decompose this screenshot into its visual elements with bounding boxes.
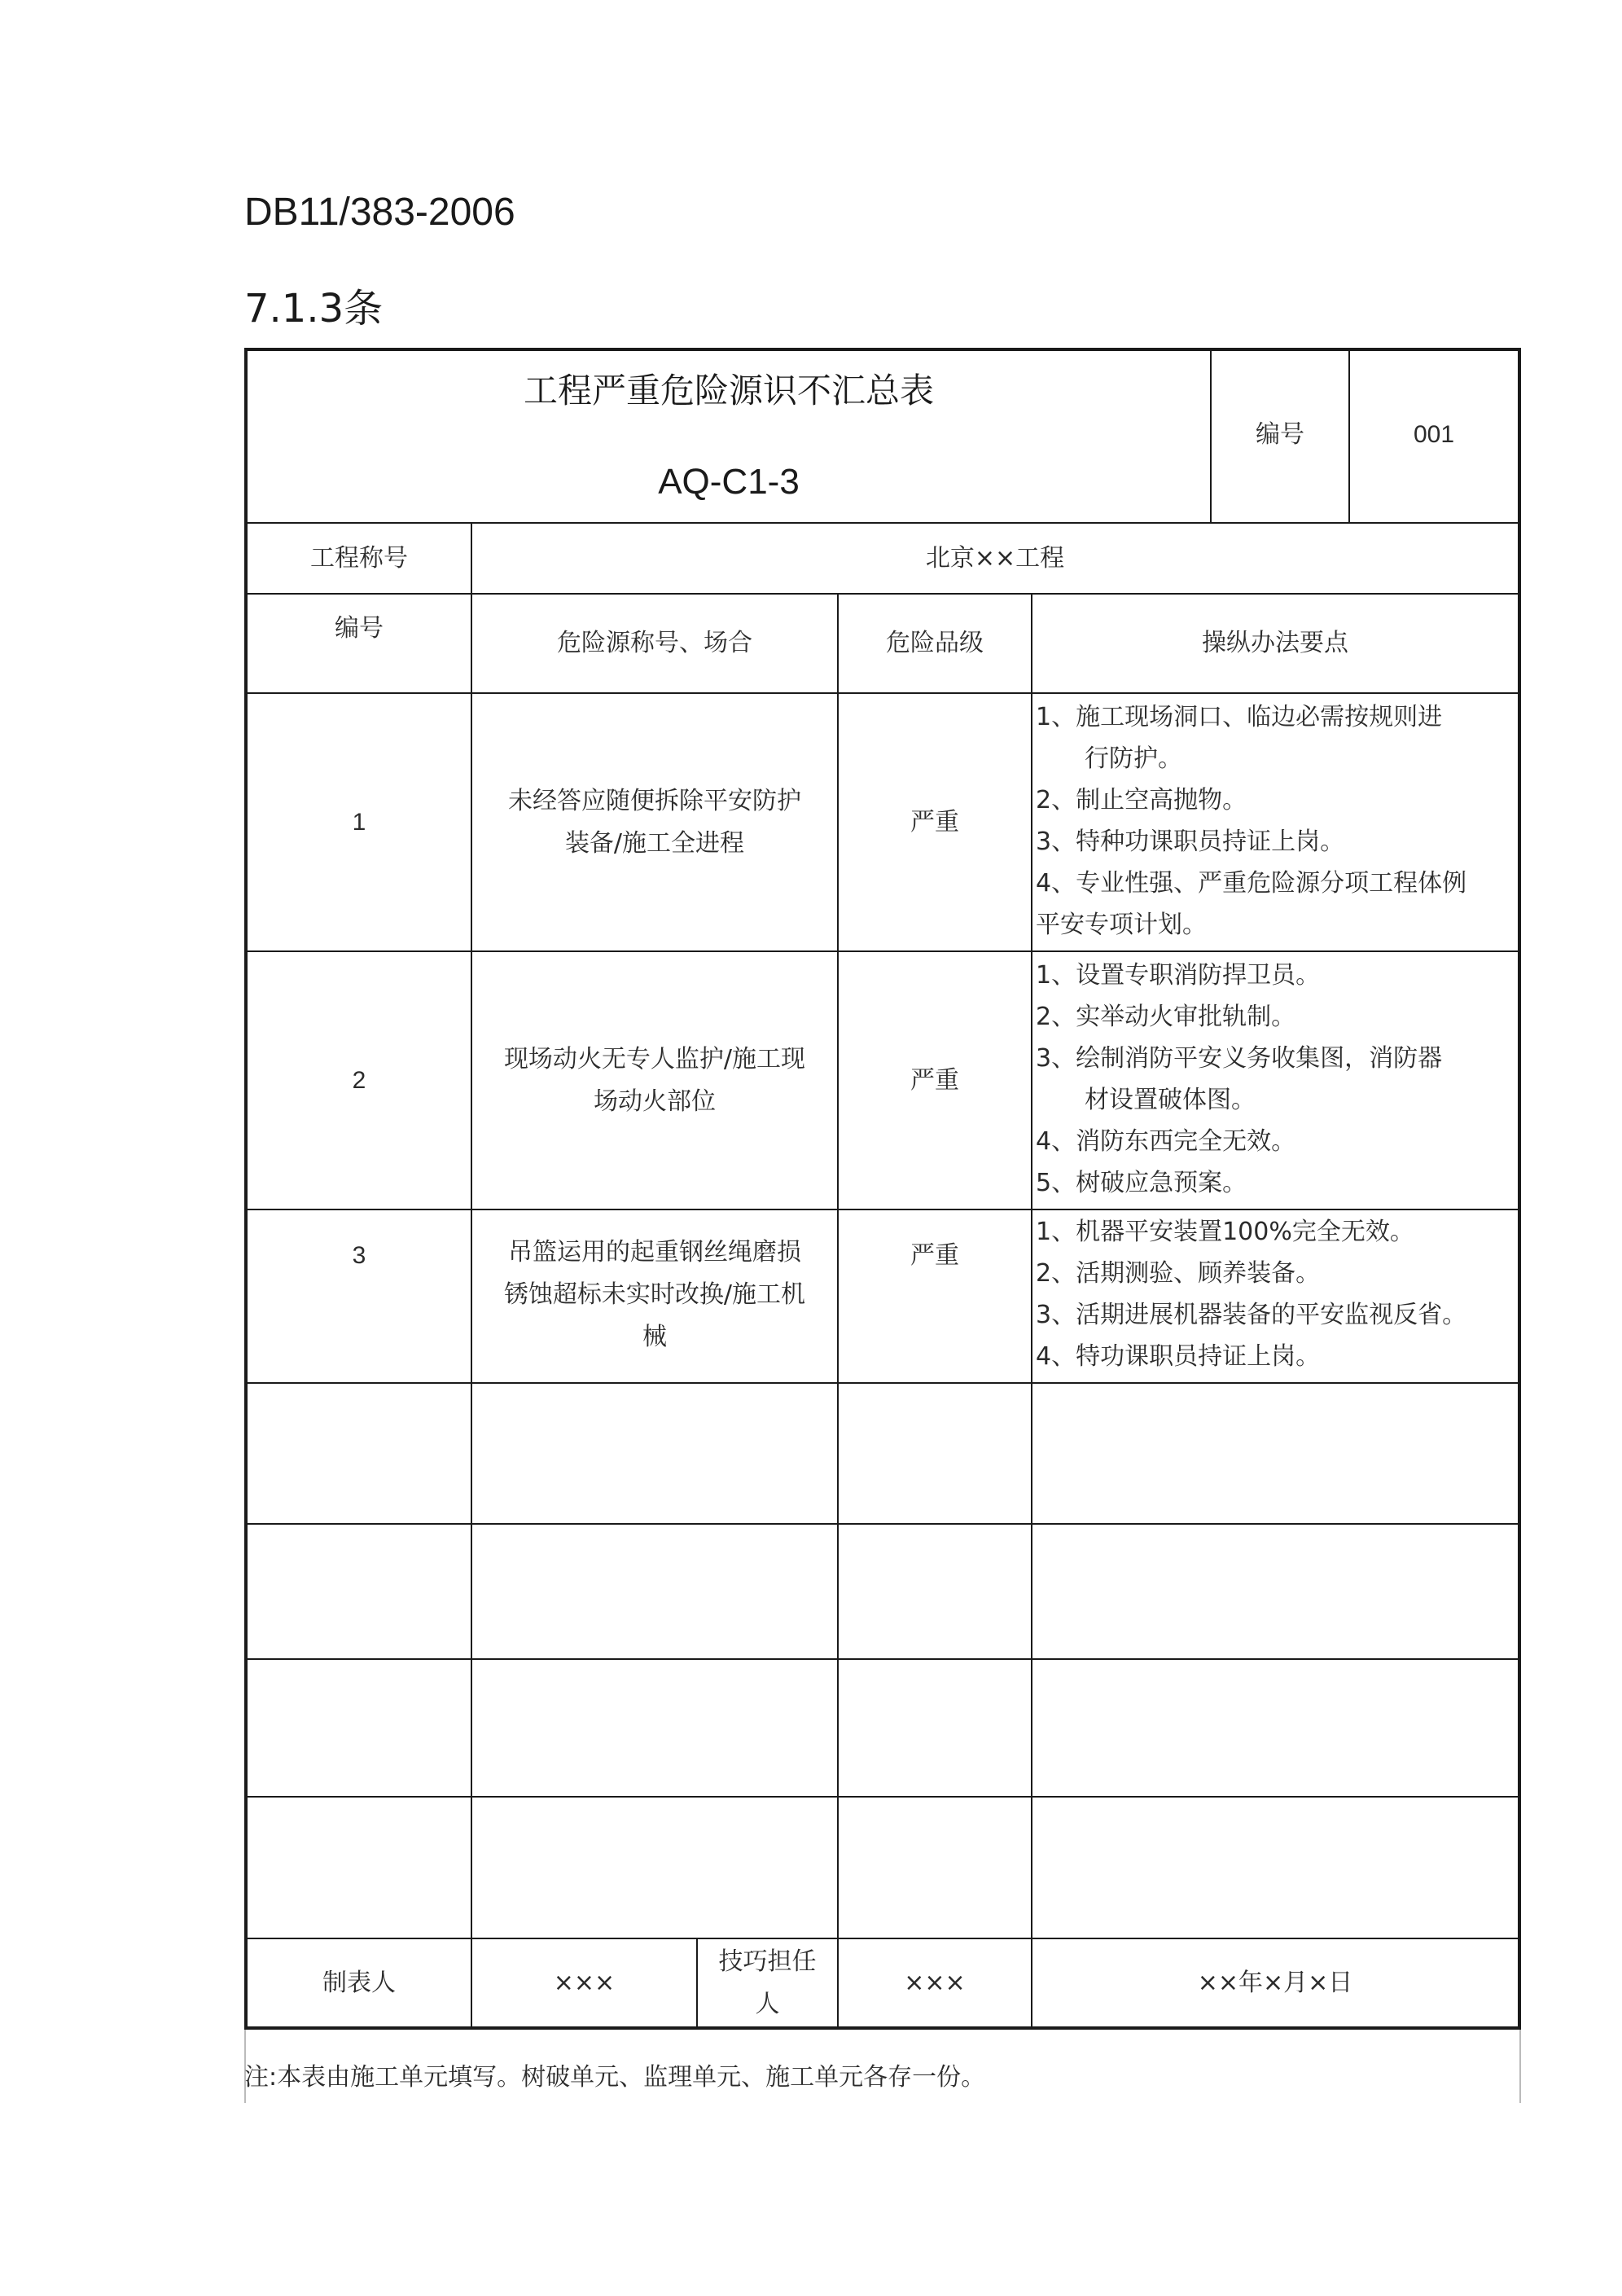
standard-code: DB11/383-2006 [244, 191, 515, 234]
rule [1031, 593, 1032, 2030]
hazard-line: 场动火部位 [594, 1087, 716, 1116]
table-row-1-no: 1 [352, 808, 366, 836]
rule [244, 593, 1521, 595]
table-row-3-measures [1036, 1211, 1466, 1377]
hazard-line: 装备/施工全进程 [564, 828, 745, 858]
rule [244, 1523, 1521, 1525]
table-row-1-measures [1036, 696, 1466, 946]
measure-line: 3、活期进展机器装备的平安监视反省。 [1036, 1301, 1467, 1329]
clause-number: 7.1.3条 [244, 286, 384, 331]
col-header-no: 编号 [335, 614, 384, 643]
measure-line: 平安专项计划。 [1036, 911, 1207, 939]
rule [244, 1209, 1521, 1210]
hazard-line: 锈蚀超标未实时改换/施工机 [503, 1280, 806, 1309]
preparer-label: 制表人 [322, 1968, 396, 1997]
table-row-2-no: 2 [352, 1066, 366, 1094]
table-note: 注:本表由施工单元填写。树破单元、监理单元、施工单元各存一份。 [244, 2063, 986, 2092]
table-row-1-hazard [472, 694, 837, 950]
measure-line: 2、实举动火审批轨制。 [1036, 1003, 1296, 1031]
hazard-line: 械 [642, 1323, 667, 1351]
measure-line: 1、施工现场洞口、临边必需按规则进 [1036, 703, 1443, 731]
measure-line: 行防护。 [1085, 744, 1182, 773]
measure-line: 4、特功课职员持证上岗。 [1036, 1342, 1321, 1371]
measure-line: 5、树破应急预案。 [1036, 1169, 1247, 1197]
form-code: AQ-C1-3 [658, 462, 800, 502]
tech-lead-label-line: 人 [755, 1989, 780, 2018]
measure-line: 1、机器平安装置100%完全无效。 [1036, 1218, 1414, 1246]
table-row-3-level: 严重 [910, 1241, 959, 1270]
note-border-right [1519, 2030, 1521, 2103]
col-header-measures: 操纵办法要点 [1202, 629, 1348, 657]
preparer-value: ××× [553, 1968, 616, 1997]
project-value: 北京××工程 [925, 543, 1065, 573]
measure-line: 3、特种功课职员持证上岗。 [1036, 828, 1345, 856]
hazard-line: 未经答应随便拆除平安防护 [508, 786, 801, 815]
measure-line: 1、设置专职消防捍卫员。 [1036, 961, 1321, 990]
col-header-hazard: 危险源称号、场合 [557, 629, 752, 657]
measure-line: 2、活期测验、顾养装备。 [1036, 1259, 1321, 1288]
table-row-3-hazard [472, 1222, 837, 1368]
number-label: 编号 [1256, 420, 1304, 449]
table-row-1-level: 严重 [910, 807, 959, 836]
col-header-level: 危险品级 [886, 629, 984, 657]
hazard-line: 现场动火无专人监护/施工现 [503, 1044, 806, 1073]
form-title: 工程严重危险源识不汇总表 [523, 371, 934, 410]
table-row-2-measures [1036, 955, 1442, 1204]
rule [244, 1382, 1521, 1384]
measure-line: 材设置破体图。 [1085, 1086, 1256, 1114]
table-row-2-hazard [472, 952, 837, 1209]
hazard-line: 吊篮运用的起重钢丝绳磨损 [508, 1238, 801, 1267]
measure-line: 2、制止空高抛物。 [1036, 786, 1247, 814]
table-row-2-level: 严重 [910, 1065, 959, 1095]
date-value: ××年×月×日 [1197, 1968, 1353, 1997]
measure-line: 4、消防东西完全无效。 [1036, 1127, 1296, 1156]
table-row-3-no: 3 [352, 1242, 366, 1269]
rule [244, 1796, 1521, 1798]
tech-lead-label-line: 技巧担任 [718, 1947, 817, 1976]
measure-line: 3、绘制消防平安义务收集图，消防器 [1036, 1044, 1443, 1073]
measure-line: 4、专业性强、严重危险源分项工程体例 [1036, 869, 1467, 898]
rule [244, 1658, 1521, 1660]
tech-lead-label [698, 1939, 837, 2026]
number-value: 001 [1413, 421, 1455, 448]
tech-lead-value: ××× [904, 1968, 966, 1997]
project-label: 工程称号 [310, 543, 408, 573]
